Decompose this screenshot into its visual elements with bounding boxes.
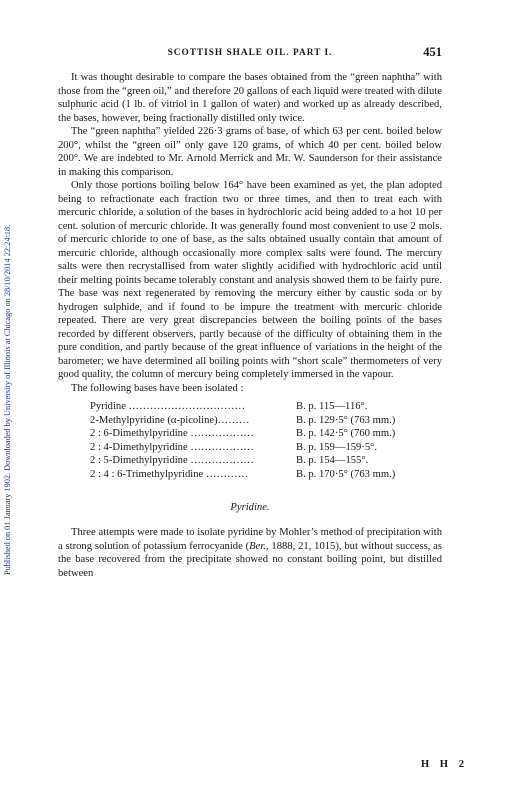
paragraph-isolated-intro: The following bases have been isolated : [71, 382, 244, 394]
base-name: 2 : 4-Dimethylpyridine ……………… [90, 441, 254, 453]
paragraph-method: Only those portions boiling below 164° have been examined as yet, the plan adopted being to refractionate each fraction two or three times, and then to treat each with mercuric chloride, a solution of the bases in hydrochloric acid being added to a hot 10 per cent. solution of mercuric chloride. It was generally found most convenient to use 2 mols. of mercuric chloride to one of base, as the salts obtained usually contain that amount of mercuric chloride, although occasionally more complex salts were found. The mercury salts were then recrystallised from water slightly acidified with hydrochloric acid until their melting points became tolerably constant and analysis showed them to be fairly pure. The base was next regenerated by removing the mercury either by caustic soda or by hydrogen sulphide, and if found to be impure the treatment with mercuric chloride repeated. There are very great discrepancies between the boiling points of the bases recorded by different observers, partly because of the difficulty of obtaining them in the pure condition, and partly because of the great influence of variations in the height of the barometer; we have determined all boiling points with “short scale” thermometers of very good quality, the column of mercury being completely immersed in the vapour. [58, 180, 442, 380]
base-row [90, 454, 430, 468]
download-notice: Published on 01 January 1902. Downloaded by University of Illinois at Chicago on 28/10/2014 22:24:18. [3, 224, 12, 576]
base-row [90, 427, 430, 441]
journal-reference: Ber., [249, 540, 269, 552]
page-body [58, 44, 442, 580]
pyridine-text-end: 1888, 21, 1015), but without success, as the base recovered from the precipitate showed no constant boiling point, but distilled between [58, 540, 442, 579]
section-title-pyridine: Pyridine. [230, 502, 270, 513]
base-boiling-point: B. p. 129·5° (763 mm.) [296, 414, 396, 426]
base-name: 2 : 5-Dimethylpyridine ……………… [90, 455, 254, 466]
base-boiling-point: B. p. 115—116°. [296, 401, 368, 412]
base-row [90, 400, 430, 414]
base-name: Pyridine …………………………… [90, 401, 246, 412]
base-boiling-point: B. p. 159—159·5°. [296, 441, 378, 453]
base-name: 2 : 4 : 6-Trimethylpyridine ………… [90, 468, 249, 480]
base-boiling-point: B. p. 142·5° (760 mm.) [296, 428, 396, 439]
paragraph-comparison: It was thought desirable to compare the bases obtained from the “green naphtha” with those from the “green oil,” and therefore 20 gallons of each liquid were treated with dilute sulphuric acid (1 lb. of vitriol in 1 gallon of water) and worked up as already described, the bases, however, being fractionally distilled only twice. [58, 72, 442, 124]
base-row [90, 414, 430, 428]
base-row [90, 468, 430, 482]
base-boiling-point: B. p. 154—155°. [296, 455, 369, 466]
signature-mark: H H 2 [420, 759, 468, 770]
bases-list [58, 400, 430, 481]
paragraph-pyridine [58, 526, 442, 580]
paragraph-yields: The “green naphtha” yielded 226·3 grams of base, of which 63 per cent. boiled below 200°, whilst the “green oil” only gave 120 grams, of which 40 per cent. boiled below 200°. We are indebted to Mr. Arnold Merrick and Mr. W. Saunderson for their assistance in making this comparison. [58, 126, 442, 178]
base-boiling-point: B. p. 170·5° (763 mm.) [296, 468, 396, 480]
base-name: 2 : 6-Dimethylpyridine ……………… [90, 428, 254, 439]
base-name: 2-Methylpyridine (α-picoline)……… [90, 414, 250, 426]
base-row [90, 441, 430, 455]
pyridine-text-start: Three attempts were made to isolate pyridine by Mohler’s method of precipitation with a strong solution of potassium ferrocyanide ( [58, 527, 442, 552]
running-head: SCOTTISH SHALE OIL. PART I. [167, 48, 333, 58]
page-header [58, 44, 442, 62]
page-number: 451 [423, 45, 442, 59]
